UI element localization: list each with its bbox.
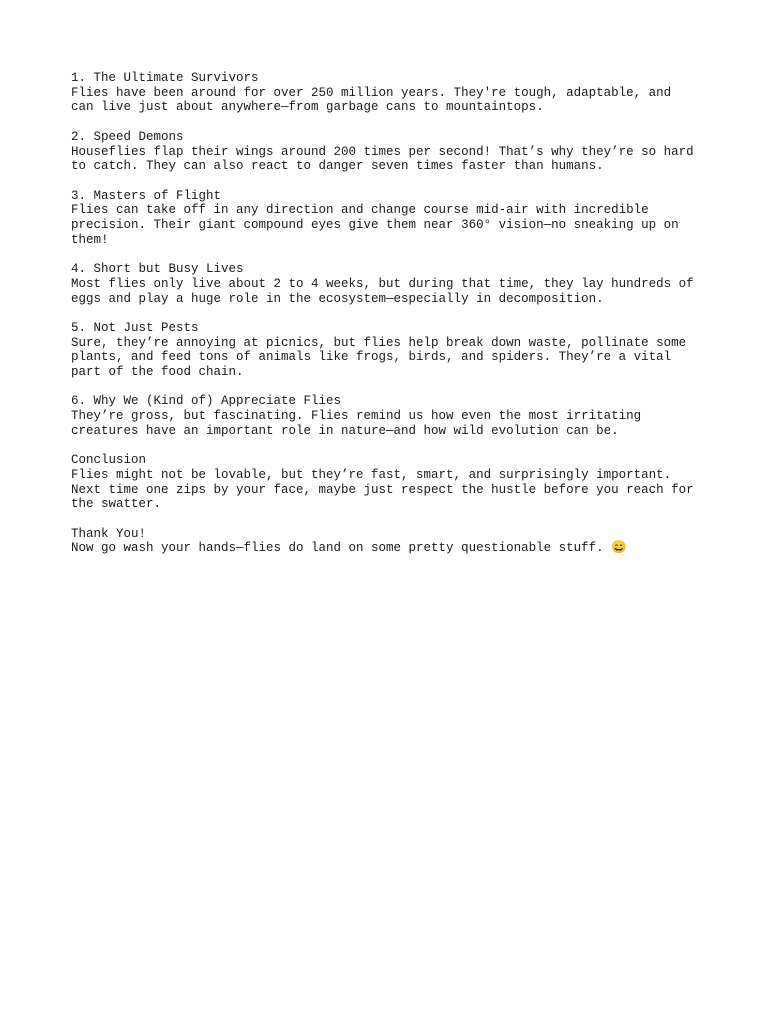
section-ultimate-survivors [71, 71, 731, 115]
section-not-just-pests [71, 321, 731, 380]
section-heading: 6. Why We (Kind of) Appreciate Flies [71, 394, 342, 409]
section-heading: 3. Masters of Flight [71, 188, 222, 203]
section-body: Sure, they’re annoying at picnics, but flies help break down waste, pollinate some plants, and feed tons of animals like frogs, birds, and spiders. They’re a vital part of the food chain. [71, 335, 687, 379]
section-appreciate-flies [71, 394, 731, 438]
document-page [71, 71, 731, 571]
section-conclusion [71, 453, 731, 512]
section-body: Flies can take off in any direction and change course mid-air with incredible precision. Their giant compound eyes give them near 360° vision—no sneaking up on them! [71, 203, 679, 247]
section-body: They’re gross, but fascinating. Flies remind us how even the most irritating creatures have an important role in nature—and how wild evolution can be. [71, 409, 642, 438]
section-short-busy-lives [71, 262, 731, 306]
section-body: Now go wash your hands—flies do land on some pretty questionable stuff. 😄 [71, 541, 627, 556]
section-heading: 1. The Ultimate Survivors [71, 71, 259, 85]
section-speed-demons [71, 130, 731, 174]
section-body: Flies might not be lovable, but they’re fast, smart, and surprisingly important. Next time one zips by your face, maybe just respect the hustle before you reach for the swatter. [71, 467, 694, 512]
section-body: Flies have been around for over 250 million years. They're tough, adaptable, and can live just about anywhere—from garbage cans to mountaintops. [71, 85, 672, 115]
section-heading: Conclusion [71, 453, 147, 468]
section-heading: 4. Short but Busy Lives [71, 262, 244, 277]
section-masters-of-flight [71, 189, 731, 248]
section-heading: Thank You! [71, 526, 147, 541]
section-body: Most flies only live about 2 to 4 weeks, but during that time, they lay hundreds of eggs and play a huge role in the ecosystem—especially in decomposition. [71, 276, 694, 306]
section-heading: 2. Speed Demons [71, 129, 184, 144]
section-body: Houseflies flap their wings around 200 times per second! That’s why they’re so hard to catch. They can also react to danger seven times faster than humans. [71, 144, 694, 174]
section-heading: 5. Not Just Pests [71, 320, 199, 335]
section-thank-you [71, 527, 731, 556]
